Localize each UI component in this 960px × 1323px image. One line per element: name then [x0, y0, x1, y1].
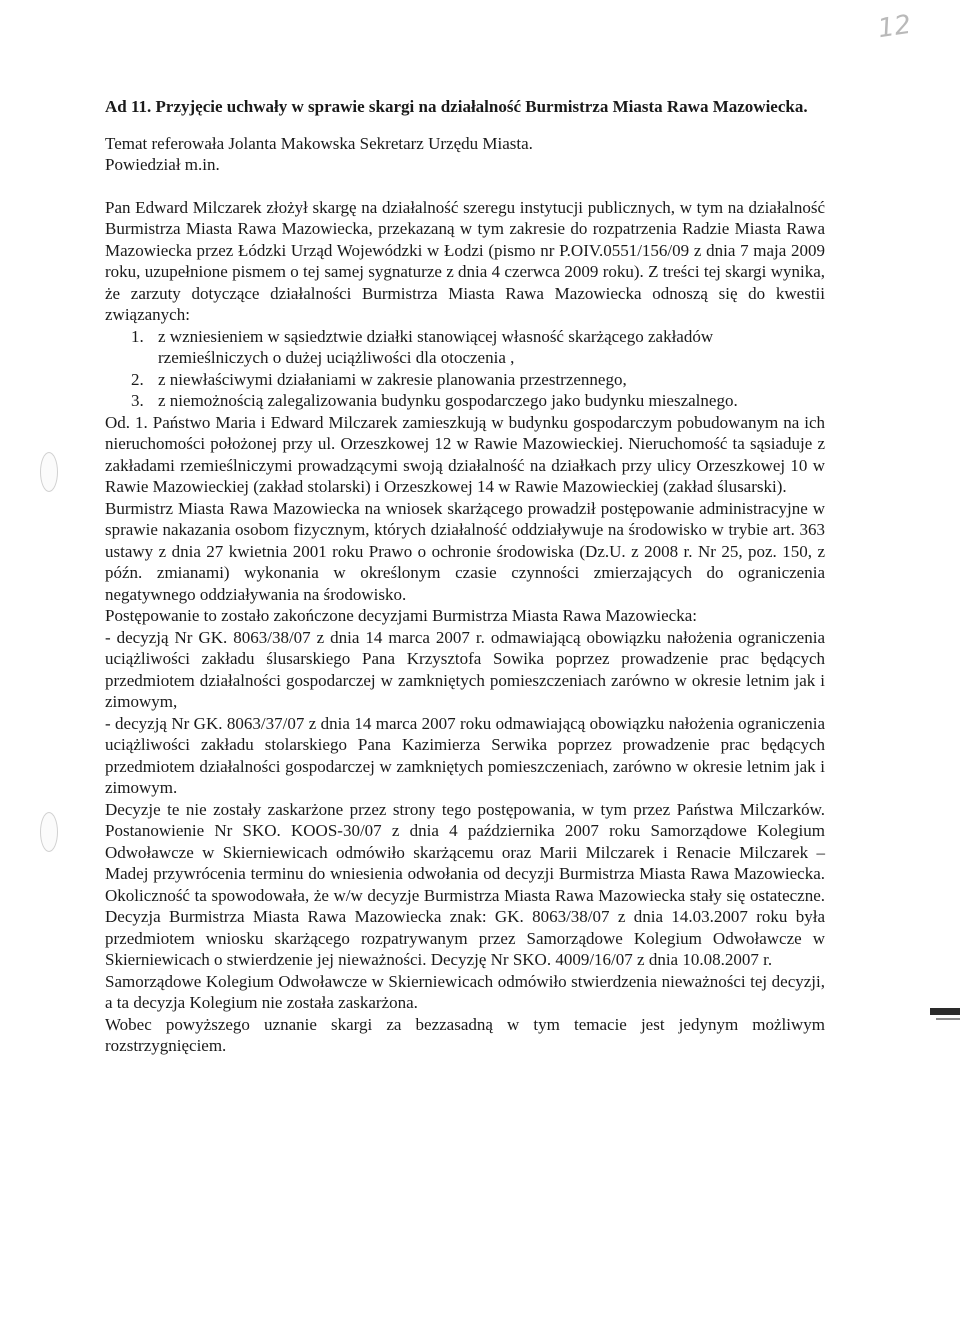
paragraph-sko-refusal: Samorządowe Kolegium Odwoławcze w Skierniewicach odmówiło stwierdzenia nieważności tej decyzji, a ta decyzja Kolegium nie została zaskarżona. — [105, 971, 825, 1012]
intro-line-presenter: Temat referowała Jolanta Makowska Sekretarz Urzędu Miasta. — [105, 133, 533, 153]
paragraph-decision-carpentry: - decyzją Nr GK. 8063/37/07 z dnia 14 marca 2007 roku odmawiającą obowiązku nałożenia ograniczenia uciążliwości zakładu stolarskiego Pana Kazimierza Serwika poprzez prowadzenie prac będących przedmiotem działalności gospodarczej w zamkniętych pomieszczeniach, zarówno w okresie letnim jak i zimowym. — [105, 713, 825, 797]
punch-hole-bottom — [40, 812, 58, 852]
intro-line-said: Powiedział m.in. — [105, 155, 220, 174]
list-item-number: 2. — [131, 369, 144, 389]
paragraph-complaint: Pan Edward Milczarek złożył skargę na działalność szeregu instytucji publicznych, w tym na działalność Burmistrza Miasta Rawa Mazowiecka, przekazaną w tym zakresie do rozpatrzenia Radzie Miasta Rawa Mazowiecka przez Łódzki Urząd Wojewódzki w Łodzi (pismo nr P.OIV.0551/156/09 z dnia 7 maja 2009 roku, uzupełnione pismem o tej samej sygnaturze z dnia 4 czerwca 2009 roku). Z treści tej skargi wynika, że zarzuty dotyczące działalności Burmistrza Miasta Rawa Mazowiecka odnoszą się do kwestii związanych: — [105, 197, 825, 324]
scan-edge-mark — [930, 1008, 960, 1015]
list-item-number: 3. — [131, 391, 144, 410]
list-item-text: z niemożnością zalegalizowania budynku gospodarczego jako budynku mieszalnego. — [158, 391, 738, 410]
agenda-heading: Ad 11. Przyjęcie uchwały w sprawie skargi na działalność Burmistrza Miasta Rawa Mazowiecka. — [105, 97, 808, 116]
document-body — [105, 96, 825, 1057]
intro-block — [105, 133, 825, 176]
page-number: 12 — [876, 9, 914, 45]
list-item — [105, 390, 825, 412]
list-item-number: 1. — [131, 326, 144, 346]
list-item-text: z niewłaściwymi działaniami w zakresie planowania przestrzennego, — [158, 369, 627, 389]
paragraph-point-1: Od. 1. Państwo Maria i Edward Milczarek zamieszkują w budynku gospodarczym pobudowanym na ich nieruchomości położonej przy ul. Orzeszkowej 12 w Rawie Mazowieckiej. Nieruchomość ta sąsiaduje z zakładami rzemieślniczymi prowadzącymi swoją działalność na działkach przy ulicy Orzeszkowej 10 w Rawie Mazowieckiej (zakład stolarski) i Orzeszkowej 14 w Rawie Mazowieckiej (zakład ślusarski). — [105, 412, 825, 496]
paragraph-decision-locksmith: - decyzją Nr GK. 8063/38/07 z dnia 14 marca 2007 r. odmawiającą obowiązku nałożenia ograniczenia uciążliwości zakładu ślusarskiego Pana Krzysztofa Sowika poprzez prowadzenie prac będących przedmiotem działalności gospodarczej w zamkniętych pomieszczeniach zarówno w okresie letnim jak i zimowym, — [105, 627, 825, 711]
paragraph-decisions-intro: Postępowanie to zostało zakończone decyzjami Burmistrza Miasta Rawa Mazowiecka: — [105, 606, 697, 625]
paragraph-conclusion: Wobec powyższego uznanie skargi za bezzasadną w tym temacie jest jedynym możliwym rozstrzygnięciem. — [105, 1014, 825, 1055]
paragraph-proceedings: Burmistrz Miasta Rawa Mazowiecka na wniosek skarżącego prowadził postępowanie administracyjne w sprawie nakazania osobom fizycznym, których działalność oddziaływuje na środowisko w trybie art. 363 ustawy z dnia 27 kwietnia 2001 roku Prawo o ochronie środowiska (Dz.U. z 2008 r. Nr 25, poz. 150, z późn. zmianami) wykonania w określonym czasie czynności zmierzających do ograniczenia negatywnego oddziaływania na środowisko. — [105, 498, 825, 604]
list-item — [105, 326, 825, 369]
list-item — [105, 369, 825, 391]
punch-hole-top — [40, 452, 58, 492]
complaint-text — [105, 197, 825, 1057]
paragraph-appeal-history: Decyzje te nie zostały zaskarżone przez strony tego postępowania, w tym przez Państwa Milczarków. Postanowienie Nr SKO. KOOS-30/07 z dnia 4 października 2007 roku Samorządowe Kolegium Odwoławcze w Skierniewicach odmówiło skarżącemu oraz Marii Milczarek i Renacie Milczarek – Madej przywrócenia terminu do wniesienia odwołania od decyzji Burmistrza Miasta Rawa Mazowiecka. Okoliczność ta spowodowała, że w/w decyzje Burmistrza Miasta Rawa Mazowiecka stały się ostateczne. Decyzja Burmistrza Miasta Rawa Mazowiecka znak: GK. 8063/38/07 z dnia 14.03.2007 roku była przedmiotem wniosku skarżącego rozpatrywanym przez Samorządowe Kolegium Odwoławcze w Skierniewicach o stwierdzenie jej nieważności. Decyzję Nr SKO. 4009/16/07 z dnia 10.08.2007 r. — [105, 799, 825, 969]
list-item-text: z wzniesieniem w sąsiedztwie działki stanowiącej własność skarżącego zakładów rzemieślniczych o dużej uciążliwości dla otoczenia , — [158, 326, 714, 367]
issues-list — [105, 326, 825, 412]
scan-edge-mark-thin — [936, 1018, 960, 1020]
